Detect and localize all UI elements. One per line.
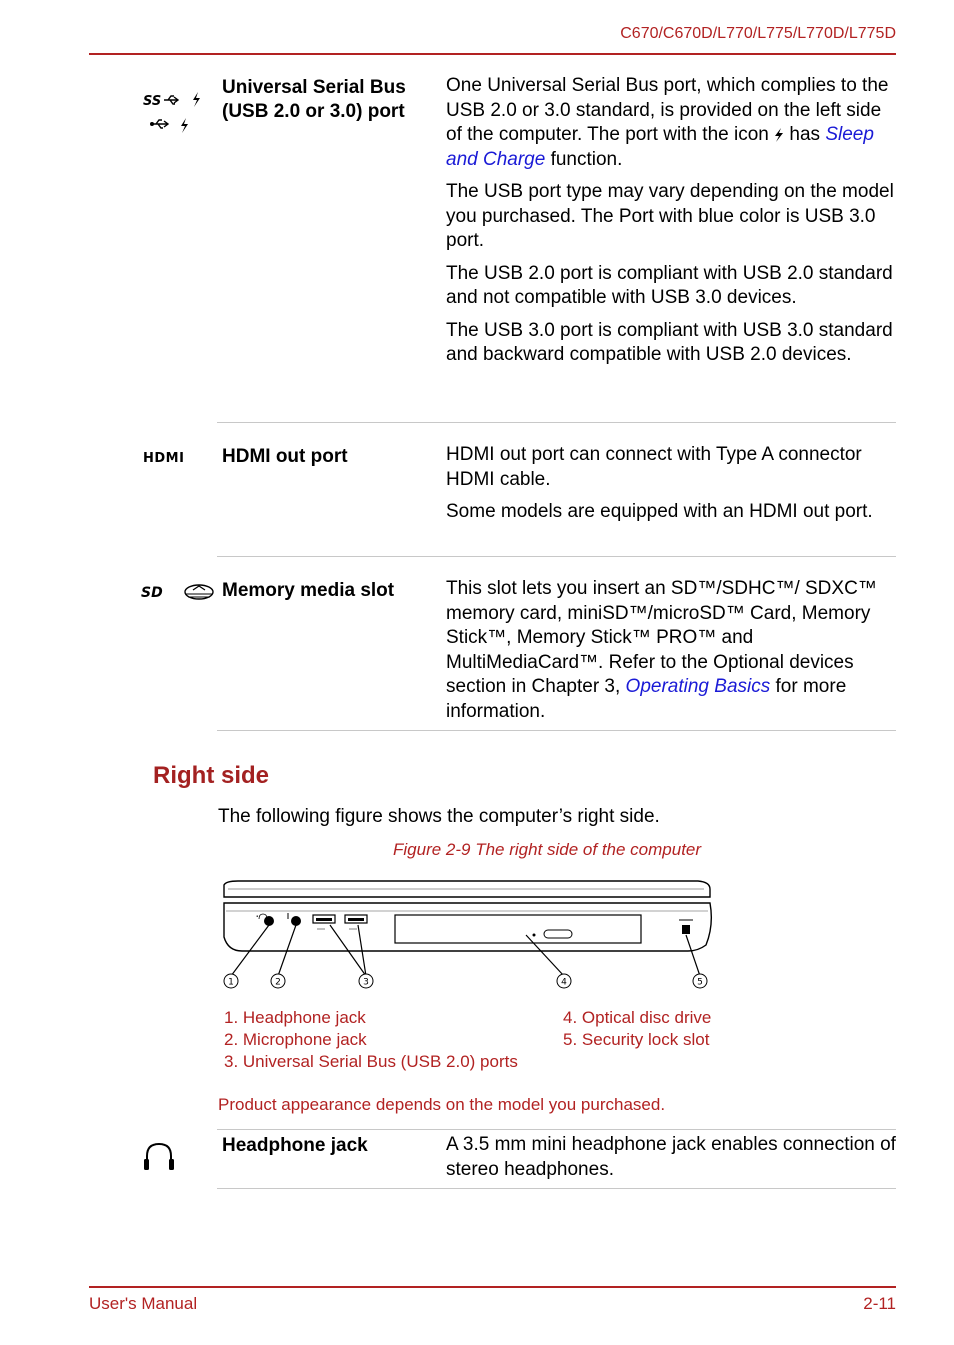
figure-legend-left bbox=[224, 1007, 518, 1073]
running-header: C670/C670D/L770/L775/L770D/L775D bbox=[620, 25, 896, 42]
section-heading: Right side bbox=[153, 762, 270, 789]
appearance-note: Product appearance depends on the model you purchased. bbox=[218, 1095, 666, 1114]
usb-p1-has: has bbox=[789, 124, 821, 145]
legend-item: 5. Security lock slot bbox=[563, 1030, 710, 1049]
usb-paragraph-1 bbox=[446, 74, 896, 172]
row-divider bbox=[217, 730, 896, 731]
usb-p1-end: function. bbox=[550, 148, 623, 170]
sd-memory-stick-icon bbox=[140, 581, 216, 608]
headphone-term: Headphone jack bbox=[222, 1135, 368, 1156]
headphone-icon bbox=[142, 1139, 176, 1178]
usb-paragraph-3: The USB 2.0 port is compliant with USB 2.0 standard and not compatible with USB 3.0 devices. bbox=[446, 262, 893, 308]
row-divider bbox=[217, 1188, 896, 1189]
usb-paragraph-4: The USB 3.0 port is compliant with USB 3.0 standard and backward compatible with USB 2.0 devices. bbox=[446, 319, 893, 365]
usb-port-description bbox=[446, 74, 896, 376]
usb-sleep-charge-icon bbox=[140, 88, 206, 141]
memory-p1-text: This slot lets you insert an SD™/SDHC™/ SDXC™ memory card, miniSD™/microSD™ Card, Memory Stick™, Memory Stick™ PRO™ and MultiMediaCard™. Refer to the Optional devices section in Chapter 3, bbox=[446, 578, 877, 697]
usb-p1-text: One Universal Serial Bus port, which complies to the USB 2.0 or 3.0 standard, is provided on the left side of the computer. The port with the icon bbox=[446, 75, 889, 145]
memory-paragraph bbox=[446, 577, 896, 724]
row-divider bbox=[217, 422, 896, 423]
legend-item: 2. Microphone jack bbox=[224, 1030, 367, 1049]
memory-slot-term: Memory media slot bbox=[222, 580, 395, 601]
page-number: 2-11 bbox=[863, 1294, 896, 1313]
callout-2: 2 bbox=[275, 977, 281, 988]
svg-text:ꞏ: ꞏ bbox=[256, 912, 259, 921]
hdmi-paragraph-1: HDMI out port can connect with Type A connector HDMI cable. bbox=[446, 444, 862, 490]
footer-manual-name: User's Manual bbox=[89, 1294, 198, 1313]
legend-item: 4. Optical disc drive bbox=[563, 1008, 712, 1027]
right-side-figure bbox=[218, 875, 718, 1000]
header-divider bbox=[89, 53, 896, 55]
row-divider bbox=[217, 1129, 896, 1130]
hdmi-paragraph-2: Some models are equipped with an HDMI out port. bbox=[446, 501, 873, 522]
legend-item: 3. Universal Serial Bus (USB 2.0) ports bbox=[224, 1052, 518, 1071]
row-divider bbox=[217, 556, 896, 557]
operating-basics-link[interactable]: Operating Basics bbox=[625, 676, 771, 697]
figure-caption: Figure 2-9 The right side of the computer bbox=[393, 840, 702, 859]
figure-legend-right bbox=[563, 1007, 711, 1051]
hdmi-icon bbox=[140, 449, 196, 470]
sleep-and-charge-link[interactable]: Sleep and Charge bbox=[446, 124, 874, 170]
usb-port-term: Universal Serial Bus (USB 2.0 or 3.0) port bbox=[222, 77, 406, 122]
memory-p1-end: for more information. bbox=[446, 676, 847, 722]
svg-text:SS: SS bbox=[143, 94, 162, 109]
legend-item: 1. Headphone jack bbox=[224, 1008, 366, 1027]
headphone-description: A 3.5 mm mini headphone jack enables connection of stereo headphones. bbox=[446, 1134, 896, 1180]
memory-slot-description bbox=[446, 577, 896, 732]
footer-divider bbox=[89, 1286, 896, 1288]
svg-text:HDMI: HDMI bbox=[143, 451, 185, 465]
callout-1: 1 bbox=[228, 977, 234, 988]
callout-5: 5 bbox=[697, 977, 703, 988]
hdmi-description bbox=[446, 443, 896, 533]
section-intro: The following figure shows the computer’s right side. bbox=[218, 806, 660, 827]
callout-3: 3 bbox=[363, 977, 369, 988]
sleep-charge-bolt-icon bbox=[774, 127, 784, 143]
svg-text:SD: SD bbox=[141, 585, 163, 601]
callout-4: 4 bbox=[561, 977, 567, 988]
optical-disc-drive bbox=[395, 915, 641, 943]
usb-paragraph-2: The USB port type may vary depending on the model you purchased. The Port with blue color is USB 3.0 port. bbox=[446, 181, 894, 251]
hdmi-term: HDMI out port bbox=[222, 446, 348, 467]
